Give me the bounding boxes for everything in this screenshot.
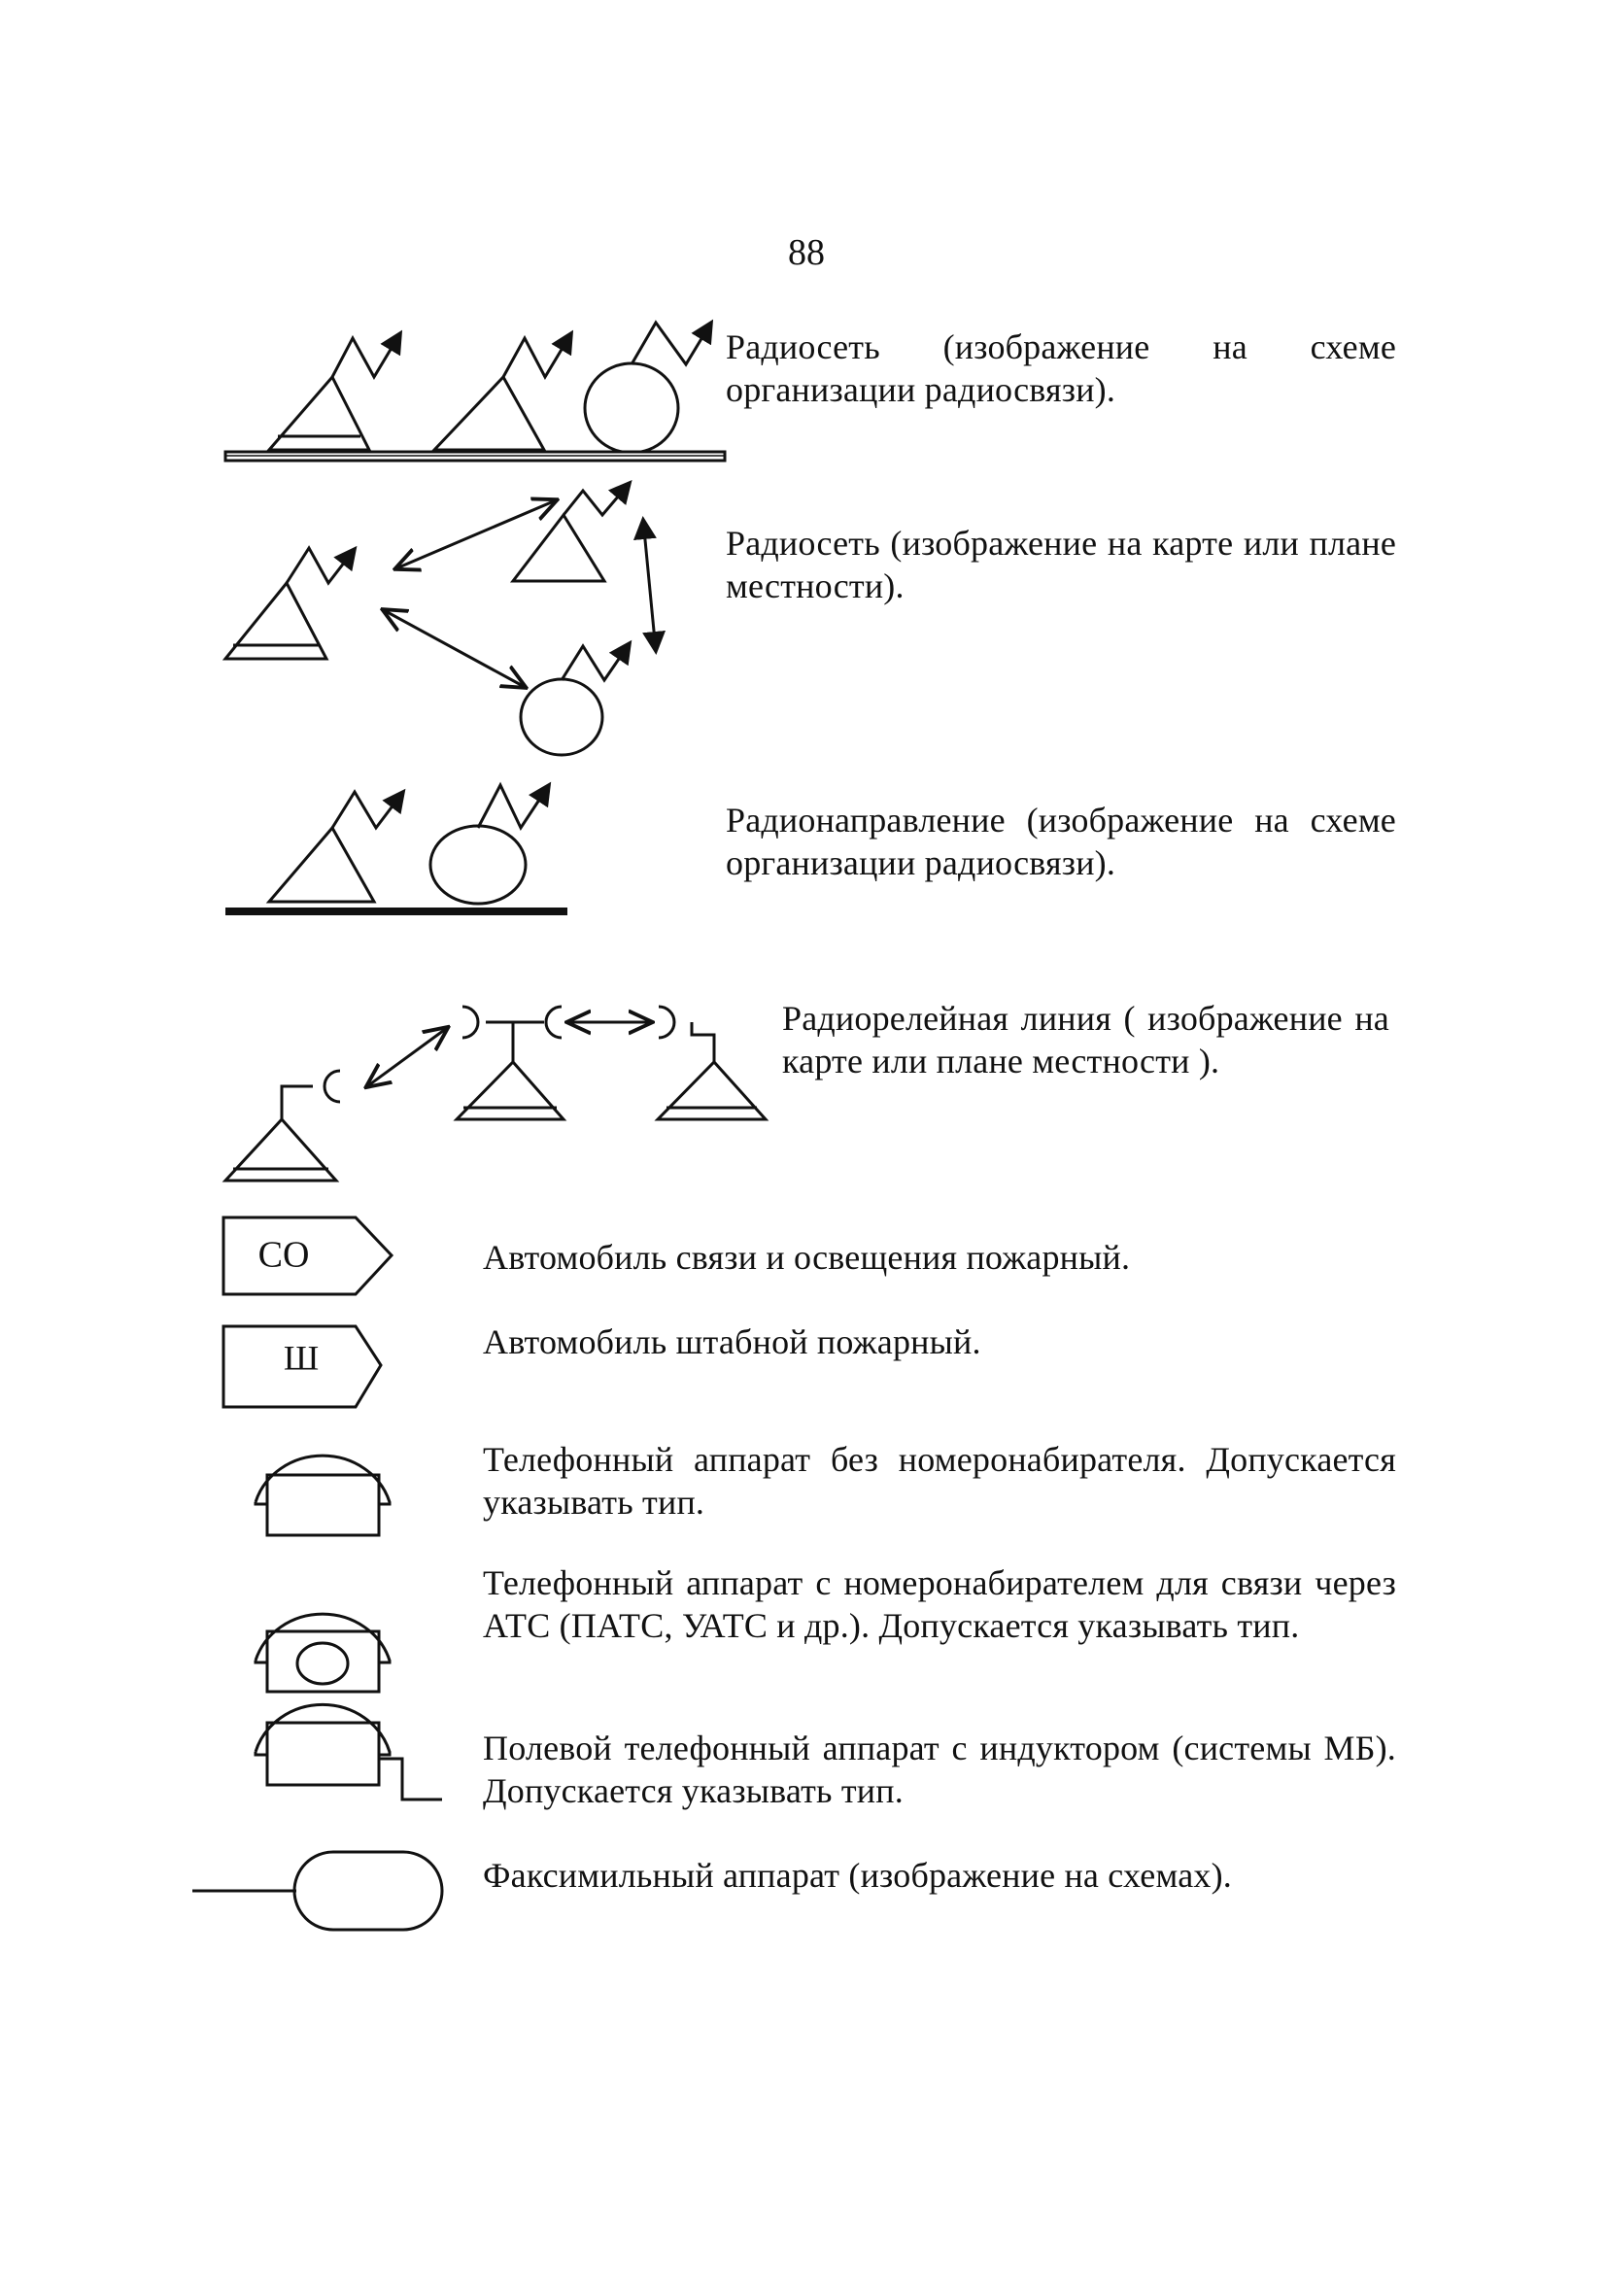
symbol-hq-vehicle [223, 1326, 381, 1407]
symbol-radio-direction [225, 785, 567, 915]
phone-body-icon [267, 1475, 379, 1535]
caption-phone-no-dialer: Телефонный аппарат без номеронабирателя. Допускается указывать тип. [483, 1440, 1396, 1522]
link-arrow [643, 520, 656, 651]
vehicle-label: СО [257, 1234, 310, 1276]
radio-station-icon [513, 483, 630, 581]
link-arrow [384, 610, 525, 687]
radio-station-icon [434, 333, 571, 450]
radio-station-icon [269, 333, 400, 450]
relay-station-icon [658, 1007, 766, 1119]
network-bus-line [225, 908, 567, 915]
caption-field-phone: Полевой телефонный аппарат с индуктором (системы МБ). Допускается указывать тип. [483, 1729, 1396, 1810]
link-arrow [367, 1028, 447, 1086]
page-number: 88 [788, 232, 825, 273]
fax-body-icon [294, 1852, 442, 1930]
dialer-icon [297, 1643, 348, 1684]
caption-radionet-map: Радиосеть (изображение на карте или плане местности). [726, 524, 1396, 605]
handset-icon [256, 1456, 390, 1509]
relay-station-icon [225, 1071, 340, 1181]
symbol-phone-no-dialer [256, 1456, 390, 1535]
caption-fax: Факсимильный аппарат (изображение на схемах). [483, 1856, 1232, 1895]
vehicle-label: Ш [283, 1338, 320, 1378]
symbol-radionet-scheme [225, 323, 725, 461]
handset-icon [256, 1614, 390, 1667]
symbol-phone-with-dialer [256, 1614, 390, 1692]
caption-hq-vehicle: Автомобиль штабной пожарный. [483, 1322, 981, 1361]
radio-station-icon [269, 792, 403, 902]
symbol-field-phone [256, 1704, 442, 1799]
phone-body-icon [267, 1723, 379, 1785]
symbol-comm-lighting-vehicle [223, 1217, 392, 1294]
relay-station-icon [457, 1007, 564, 1119]
inductor-icon [379, 1759, 442, 1799]
caption-radionet-scheme: Радиосеть (изображение на схеме организации радиосвязи). [726, 327, 1396, 409]
network-bus-line [225, 452, 725, 461]
radio-node-icon [430, 785, 549, 904]
radio-node-icon [585, 323, 711, 453]
symbol-radio-relay-line [225, 1007, 766, 1181]
symbol-fax [192, 1852, 442, 1930]
caption-phone-with-dialer: Телефонный аппарат с номеронабирателем для связи через АТС (ПАТС, УАТС и др.). Допускается указывать тип. [483, 1563, 1396, 1645]
caption-comm-lighting-vehicle: Автомобиль связи и освещения пожарный. [483, 1238, 1131, 1277]
caption-radio-relay-line: Радиорелейная линия ( изображение на карте или плане местности ). [782, 999, 1389, 1080]
symbol-radionet-map [225, 483, 656, 755]
handset-icon [256, 1704, 390, 1760]
radio-node-icon [521, 643, 630, 755]
caption-radio-direction: Радионаправление (изображение на схеме организации радиосвязи). [726, 801, 1396, 882]
radio-station-icon [225, 548, 355, 659]
